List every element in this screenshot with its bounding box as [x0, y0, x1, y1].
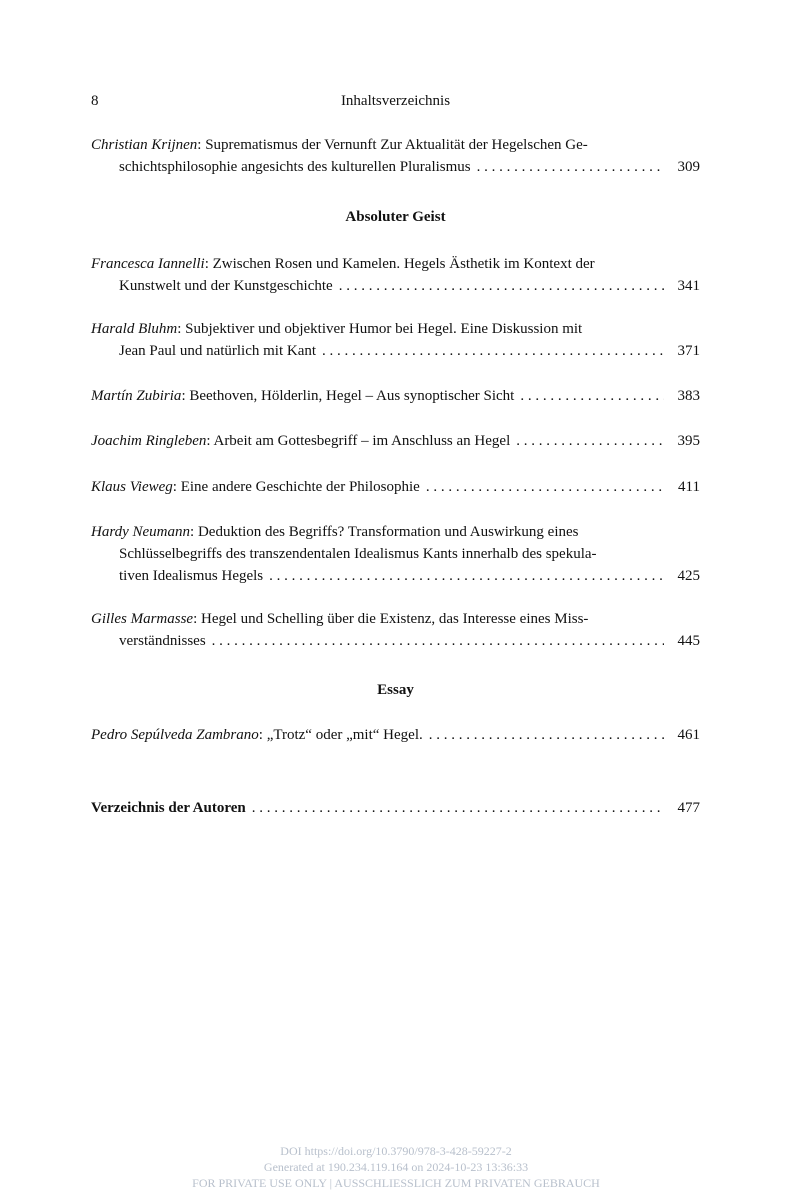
toc-entry-page: 395: [677, 433, 700, 449]
toc-entry-title-end: schichtsphilosophie angesichts des kulturellen Pluralismus: [119, 159, 471, 175]
toc-entry-first-line: Harald Bluhm: Subjektiver und objektiver Humor bei Hegel. Eine Diskussion mit: [91, 321, 583, 337]
toc-entry[interactable]: [91, 318, 700, 362]
authors-index-label: Verzeichnis der Autoren: [91, 800, 246, 816]
toc-entry-first-line: Gilles Marmasse: Hegel und Schelling über die Existenz, das Interesse eines Miss-: [91, 611, 589, 627]
toc-entry-title-end: tiven Idealismus Hegels: [119, 568, 264, 584]
toc-entry[interactable]: [91, 521, 700, 587]
toc-entry-author: Klaus Vieweg: [91, 479, 173, 495]
leader-dots: [212, 630, 664, 652]
leader-dots: [429, 724, 664, 746]
leader-dots: [477, 156, 664, 178]
toc-entry-page: 383: [677, 388, 700, 404]
running-title: Inhaltsverzeichnis: [340, 93, 451, 109]
toc-entry-last-line: [91, 565, 700, 587]
page-header: [91, 93, 700, 113]
toc-entry-last-line: [91, 630, 700, 652]
toc-entry-last-line: Joachim Ringleben: Arbeit am Gottesbegriff – im Anschluss an Hegel . . . 395: [91, 430, 700, 452]
toc-entry[interactable]: [91, 608, 700, 652]
toc-entry[interactable]: [91, 385, 700, 407]
toc-entry-last-line: [91, 275, 700, 297]
generated-text: Generated at 190.234.119.164 on 2024-10-23 13:36:33: [263, 1160, 529, 1174]
leader-dots: [322, 340, 664, 362]
toc-entry-page: 411: [678, 479, 700, 495]
toc-entry-author: Christian Krijnen: [91, 137, 198, 153]
toc-entry-first-line: Christian Krijnen: Suprematismus der Vernunft Zur Aktualität der Hegelschen Ge-: [91, 137, 588, 153]
toc-entry-title: Subjektiver und objektiver Humor bei Hegel. Eine Diskussion mit: [185, 321, 583, 337]
toc-entry-last-line: [91, 340, 700, 362]
toc-entry-title: Beethoven, Hölderlin, Hegel – Aus synoptischer Sicht: [189, 388, 515, 404]
toc-entry-last-line: Pedro Sepúlveda Zambrano: „Trotz“ oder „mit“ Hegel. . . . 461: [91, 724, 700, 746]
toc-entry[interactable]: [91, 476, 700, 498]
toc-entry[interactable]: [91, 253, 700, 297]
leader-dots: [269, 565, 664, 587]
toc-entry[interactable]: [91, 134, 700, 178]
toc-entry-middle-line: [91, 543, 700, 565]
toc-entry-title-end: verständnisses: [119, 633, 206, 649]
toc-entry-author: Harald Bluhm: [91, 321, 178, 337]
toc-entry-title: „Trotz“ oder „mit“ Hegel.: [266, 727, 423, 743]
toc-entry-title: Eine andere Geschichte der Philosophie: [180, 479, 420, 495]
toc-entry-authors-index[interactable]: [91, 797, 700, 819]
toc-entry-last-line: Martín Zubiria: Beethoven, Hölderlin, Hegel – Aus synoptischer Sicht . . . 383: [91, 385, 700, 407]
toc-entry-last-line: [91, 797, 700, 819]
toc-entry-title-end: Kunstwelt und der Kunstgeschichte: [119, 278, 333, 294]
toc-entry-title: Suprematismus der Vernunft Zur Aktualität der Hegelschen Ge-: [205, 137, 588, 153]
toc-entry[interactable]: [91, 724, 700, 746]
leader-dots: [520, 385, 664, 407]
toc-entry-page: 477: [677, 800, 700, 816]
toc-entry-title-end: Jean Paul und natürlich mit Kant: [119, 343, 317, 359]
leader-dots: [252, 797, 664, 819]
toc-entry-last-line: Klaus Vieweg: Eine andere Geschichte der Philosophie . . . 411: [91, 476, 700, 498]
toc-entry-author: Joachim Ringleben: [91, 433, 207, 449]
toc-entry-title-cont: Schlüsselbegriffs des transzendentalen Idealismus Kants innerhalb des spekula-: [119, 546, 597, 562]
toc-entry-page: 341: [677, 278, 700, 294]
toc-entry-author: Pedro Sepúlveda Zambrano: [91, 727, 259, 743]
toc-entry-page: 445: [677, 633, 700, 649]
toc-entry-page: 461: [677, 727, 700, 743]
section-heading: Absoluter Geist: [345, 209, 446, 225]
doi-text[interactable]: DOI https://doi.org/10.3790/978-3-428-59227-2: [280, 1144, 512, 1158]
leader-dots: [426, 476, 664, 498]
leader-dots: [339, 275, 664, 297]
toc-entry-title: Zwischen Rosen und Kamelen. Hegels Ästhetik im Kontext der: [212, 256, 595, 272]
toc-entry-author: Gilles Marmasse: [91, 611, 194, 627]
section-heading: Essay: [377, 682, 414, 698]
toc-entry-first-line: Francesca Iannelli: Zwischen Rosen und Kamelen. Hegels Ästhetik im Kontext der: [91, 256, 595, 272]
toc-entry-page: 425: [677, 568, 700, 584]
toc-entry-author: Francesca Iannelli: [91, 256, 205, 272]
download-footer: [0, 1143, 792, 1191]
toc-entry-first-line: Hardy Neumann: Deduktion des Begriffs? Transformation und Auswirkung eines: [91, 524, 579, 540]
toc-entry-last-line: [91, 156, 700, 178]
toc-entry-author: Martín Zubiria: [91, 388, 182, 404]
toc-entry-page: 309: [677, 159, 700, 175]
leader-dots: [516, 430, 664, 452]
private-use-notice: FOR PRIVATE USE ONLY | AUSSCHLIESSLICH ZUM PRIVATEN GEBRAUCH: [192, 1176, 600, 1190]
toc-entry-author: Hardy Neumann: [91, 524, 191, 540]
toc-entry-title: Arbeit am Gottesbegriff – im Anschluss an Hegel: [213, 433, 511, 449]
toc-entry-page: 371: [677, 343, 700, 359]
toc-entry-title: Deduktion des Begriffs? Transformation und Auswirkung eines: [197, 524, 579, 540]
toc-entry-title: Hegel und Schelling über die Existenz, das Interesse eines Miss-: [201, 611, 589, 627]
toc-entry[interactable]: [91, 430, 700, 452]
page-number: 8: [91, 93, 99, 109]
